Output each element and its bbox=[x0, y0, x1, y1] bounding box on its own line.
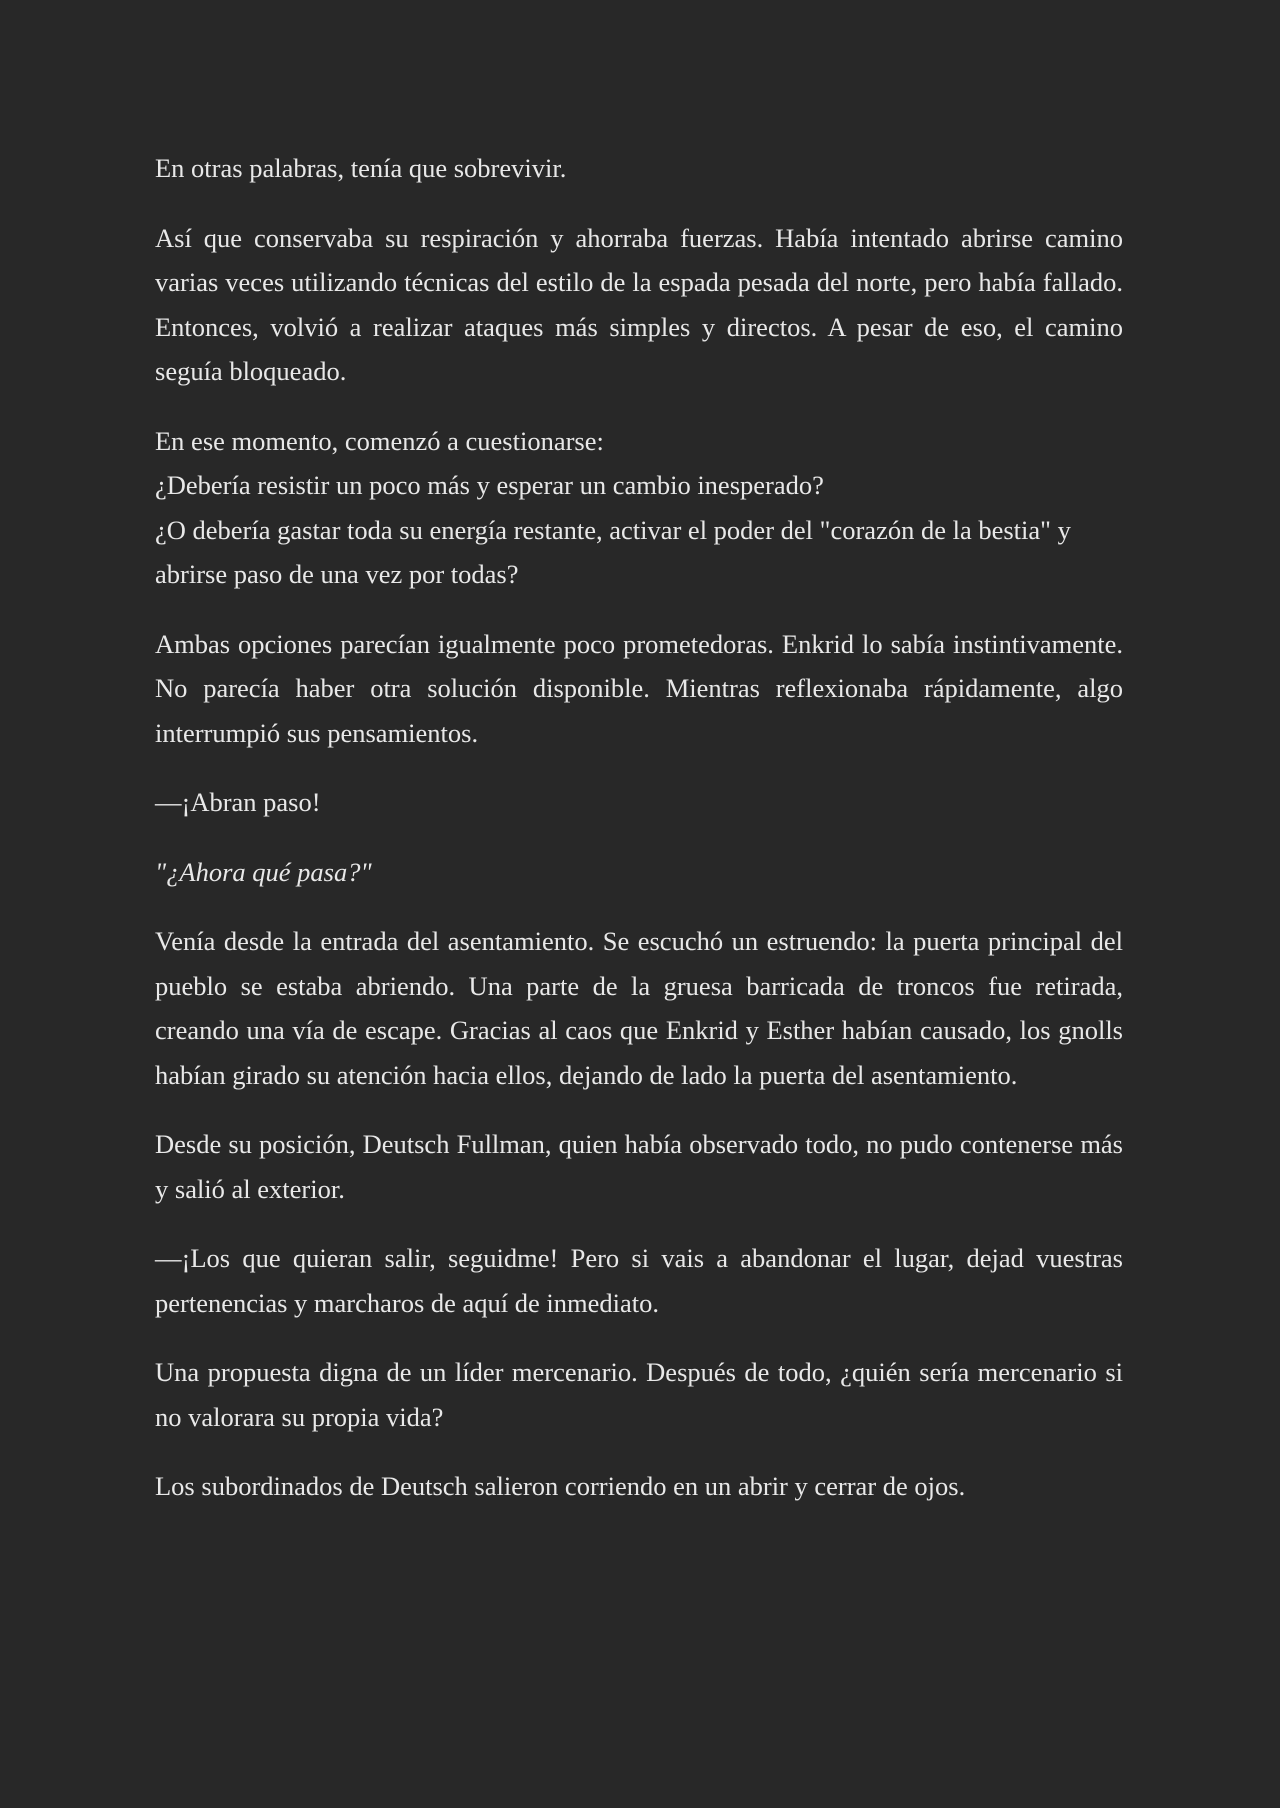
dialogue-line-1: —¡Abran paso! bbox=[155, 787, 321, 817]
paragraph-2: Así que conservaba su respiración y ahorraba fuerzas. Había intentado abrirse camino varias veces utilizando técnicas del estilo de la espada pesada del norte, pero había fallado. Entonces, volvió a realizar ataques más simples y directos. A pesar de eso, el camino seguía bloqueado. bbox=[155, 222, 1123, 386]
paragraph-3-line-3: ¿O debería gastar toda su energía restante, activar el poder del "corazón de la bestia" y abrirse paso de una vez por todas? bbox=[155, 514, 1071, 589]
paragraph-3-line-1: En ese momento, comenzó a cuestionarse: bbox=[155, 425, 604, 456]
dialogue-line-2: —¡Los que quieran salir, seguidme! Pero si vais a abandonar el lugar, dejad vuestras pertenencias y marcharos de aquí de inmediato. bbox=[155, 1243, 1123, 1318]
paragraph-4: Ambas opciones parecían igualmente poco prometedoras. Enkrid lo sabía instintivamente. No parecía haber otra solución disponible. Mientras reflexionaba rápidamente, algo interrumpió sus pensamientos. bbox=[155, 628, 1123, 748]
reading-page bbox=[155, 146, 1123, 1534]
paragraph-3-line-2: ¿Debería resistir un poco más y esperar un cambio inesperado? bbox=[155, 470, 824, 500]
paragraph-11: Los subordinados de Deutsch salieron corriendo en un abrir y cerrar de ojos. bbox=[155, 1471, 966, 1501]
inner-thought: "¿Ahora qué pasa?" bbox=[155, 856, 372, 887]
paragraph-10: Una propuesta digna de un líder mercenario. Después de todo, ¿quién sería mercenario si no valorara su propia vida? bbox=[155, 1357, 1123, 1432]
paragraph-1: En otras palabras, tenía que sobrevivir. bbox=[155, 153, 567, 183]
paragraph-7: Venía desde la entrada del asentamiento. Se escuchó un estruendo: la puerta principal del pueblo se estaba abriendo. Una parte de la gruesa barricada de troncos fue retirada, creando una vía de escape. Gracias al caos que Enkrid y Esther habían causado, los gnolls habían girado su atención hacia ellos, dejando de lado la puerta del asentamiento. bbox=[155, 926, 1123, 1090]
paragraph-3 bbox=[155, 419, 1123, 597]
paragraph-8: Desde su posición, Deutsch Fullman, quien había observado todo, no pudo contenerse más y salió al exterior. bbox=[155, 1129, 1123, 1204]
